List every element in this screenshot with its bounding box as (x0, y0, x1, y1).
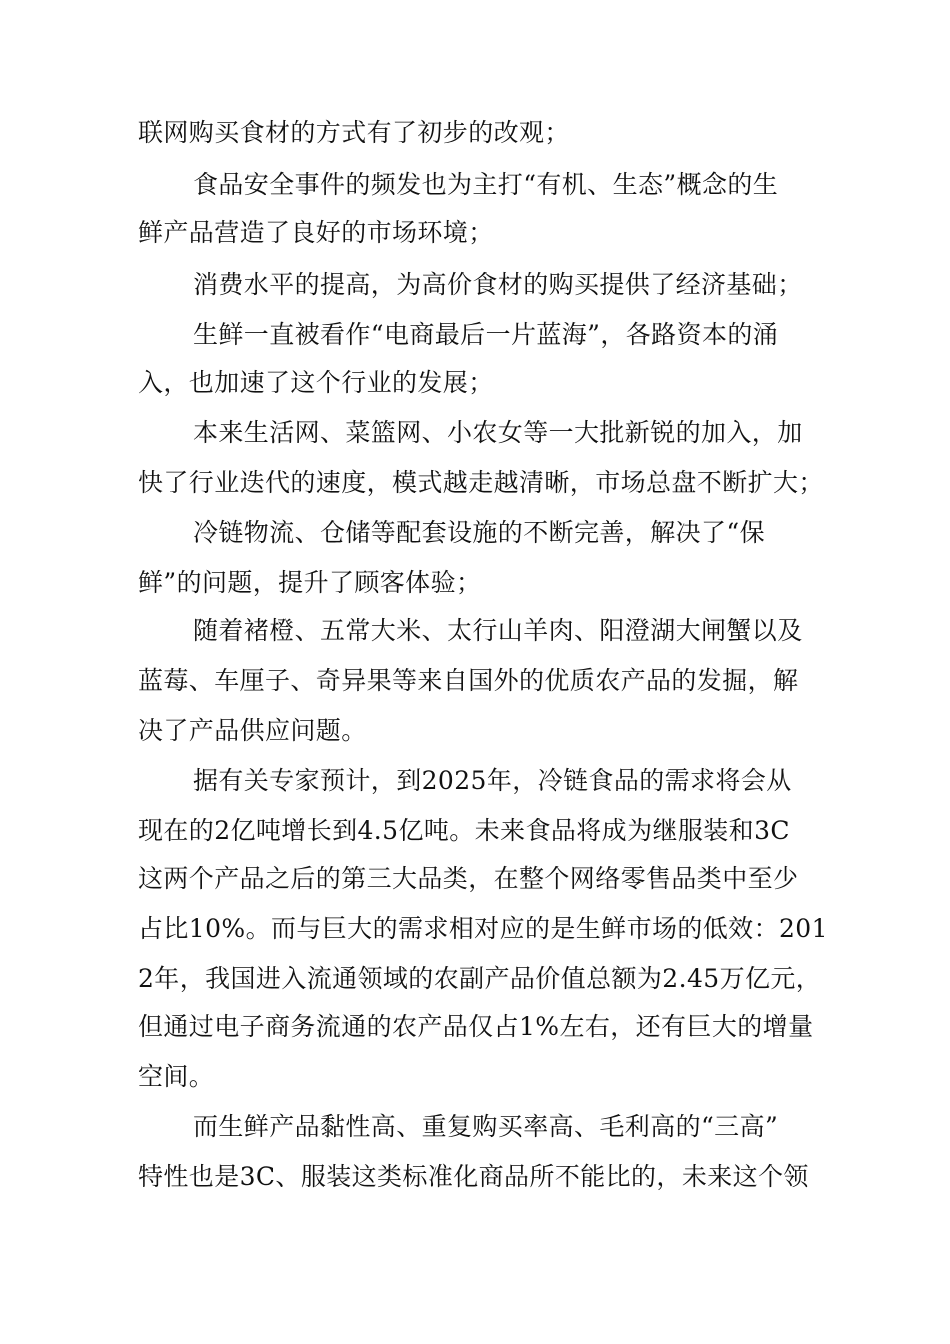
text-line: 2年，我国进入流通领域的农副产品价值总额为2.45万亿元， (138, 964, 822, 993)
text-line: 鲜产品营造了良好的市场环境； (138, 218, 494, 247)
text-line: 而生鲜产品黏性高、重复购买率高、毛利高的“三高” (193, 1112, 779, 1141)
text-line: 占比10%。而与巨大的需求相对应的是生鲜市场的低效：201 (138, 914, 828, 943)
text-line: 冷链物流、仓储等配套设施的不断完善，解决了“保 (193, 518, 765, 547)
text-line: 随着褚橙、五常大米、太行山羊肉、阳澄湖大闸蟹以及 (193, 616, 803, 645)
text-line: 生鲜一直被看作“电商最后一片蓝海”，各路资本的涌 (193, 320, 779, 349)
text-line: 联网购买食材的方式有了初步的改观； (138, 118, 570, 147)
text-line: 特性也是3C、服装这类标准化商品所不能比的，未来这个领 (138, 1162, 809, 1191)
text-line: 食品安全事件的频发也为主打“有机、生态”概念的生 (193, 170, 779, 199)
text-line: 入，也加速了这个行业的发展； (138, 368, 494, 397)
text-line: 消费水平的提高，为高价食材的购买提供了经济基础； (193, 270, 803, 299)
text-line: 蓝莓、车厘子、奇异果等来自国外的优质农产品的发掘，解 (138, 666, 799, 695)
text-line: 决了产品供应问题。 (138, 716, 367, 745)
text-line: 快了行业迭代的速度，模式越走越清晰，市场总盘不断扩大； (138, 468, 824, 497)
text-line: 本来生活网、菜篮网、小农女等一大批新锐的加入，加 (193, 418, 803, 447)
text-line: 空间。 (138, 1062, 215, 1091)
text-line: 据有关专家预计，到2025年，冷链食品的需求将会从 (193, 766, 792, 795)
text-line: 鲜”的问题，提升了顾客体验； (138, 568, 482, 597)
text-line: 这两个产品之后的第三大品类，在整个网络零售品类中至少 (138, 864, 799, 893)
text-line: 但通过电子商务流通的农产品仅占1%左右，还有巨大的增量 (138, 1012, 814, 1041)
text-line: 现在的2亿吨增长到4.5亿吨。未来食品将成为继服装和3C (138, 816, 790, 845)
